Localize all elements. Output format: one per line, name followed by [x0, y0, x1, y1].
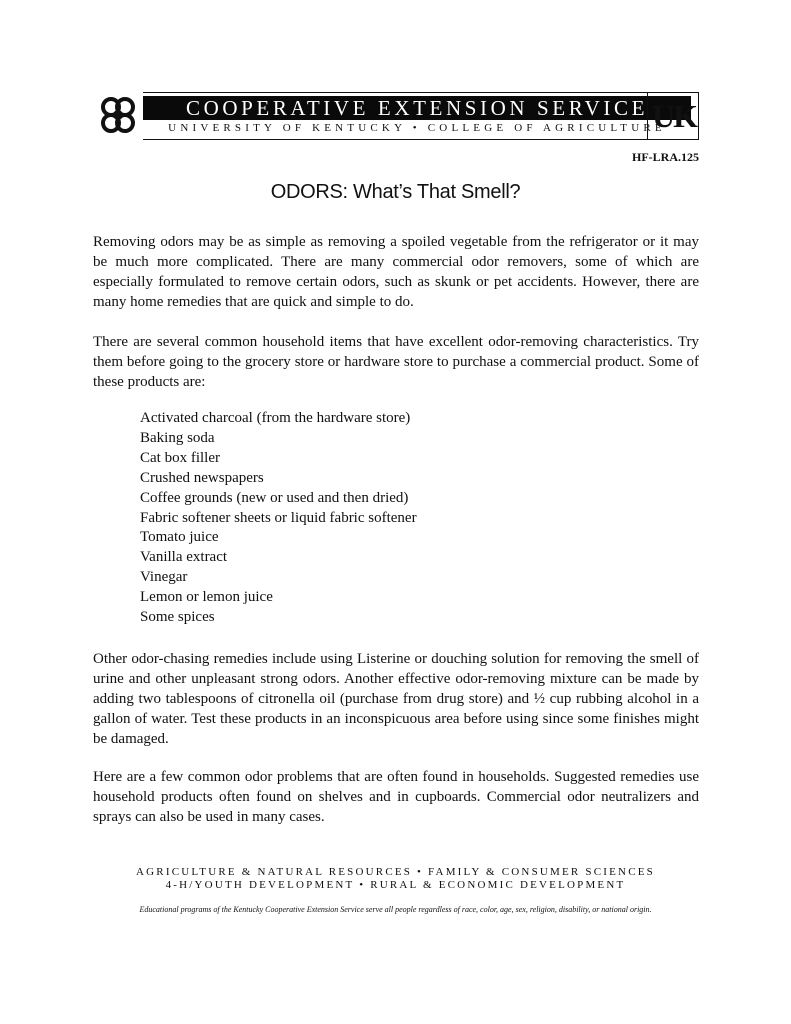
university-line: UNIVERSITY OF KENTUCKY • COLLEGE OF AGRICULTURE — [168, 122, 666, 134]
list-item: Baking soda — [140, 429, 215, 446]
page-title: ODORS: What’s That Smell? — [270, 181, 521, 203]
uk-logo — [647, 92, 699, 140]
paragraph-text: Removing odors may be as simple as removing a spoiled vegetable from the refrigerator or it may be much more complicated. There are many commercial odor removers, some of which are especially formulated to remove certain odors, such as skunk or pet accidents. However, there are many home remedies that are quick and simple to do. — [93, 234, 699, 310]
footer-program-line-1: AGRICULTURE & NATURAL RESOURCES • FAMILY & CONSUMER SCIENCES — [136, 866, 655, 878]
household-items-paragraph — [93, 332, 699, 392]
footer-disclaimer: Educational programs of the Kentucky Cooperative Extension Service serve all people regardless of race, color, age, sex, religion, disability, or national origin. — [139, 905, 652, 914]
list-item: Vanilla extract — [140, 549, 228, 566]
paragraph-text: Other odor-chasing remedies include using Listerine or douching solution for removing the smell of urine and other unpleasant strong odors. Another effective odor-removing mixture can be made by adding two tablespoons of citronella oil (purchase from drug store) and ½ cup rubbing alcohol in a gallon of water. Test these products in an inconspicuous area before using since some finishes might be damaged. — [93, 651, 699, 747]
list-item: Tomato juice — [140, 529, 219, 546]
banner-top-rule — [143, 92, 691, 93]
service-banner — [143, 92, 693, 142]
products-list — [140, 409, 417, 628]
paragraph-text: Here are a few common odor problems that are often found in households. Suggested remedies use household products often found on shelves and in cupboards. Commercial odor neutralizers and sprays can also be used in many cases. — [93, 769, 699, 825]
uk-mark: UK — [652, 98, 696, 134]
footer-program-line-2: 4-H/YOUTH DEVELOPMENT • RURAL & ECONOMIC DEVELOPMENT — [165, 879, 626, 891]
paragraph-text: There are several common household items that have excellent odor-removing characteristics. Try them before going to the grocery store or hardware store to purchase a commercial product. Some of these products are: — [93, 334, 699, 390]
document-id: HF-LRA.125 — [632, 150, 699, 164]
list-item: Crushed newspapers — [140, 469, 264, 486]
extension-logo-icon — [96, 94, 140, 138]
list-item: Vinegar — [140, 569, 188, 586]
intro-paragraph — [93, 232, 699, 312]
list-item: Coffee grounds (new or used and then dried) — [140, 489, 409, 506]
list-item: Fabric softener sheets or liquid fabric softener — [140, 509, 417, 526]
banner-bottom-rule — [143, 139, 691, 140]
list-item: Cat box filler — [140, 449, 220, 466]
other-remedies-paragraph — [93, 649, 699, 749]
list-item: Some spices — [140, 609, 215, 626]
letterhead — [96, 92, 701, 142]
list-item: Activated charcoal (from the hardware store) — [140, 410, 411, 426]
common-problems-paragraph — [93, 767, 699, 827]
list-item: Lemon or lemon juice — [140, 589, 273, 606]
service-name: COOPERATIVE EXTENSION SERVICE — [185, 96, 649, 120]
